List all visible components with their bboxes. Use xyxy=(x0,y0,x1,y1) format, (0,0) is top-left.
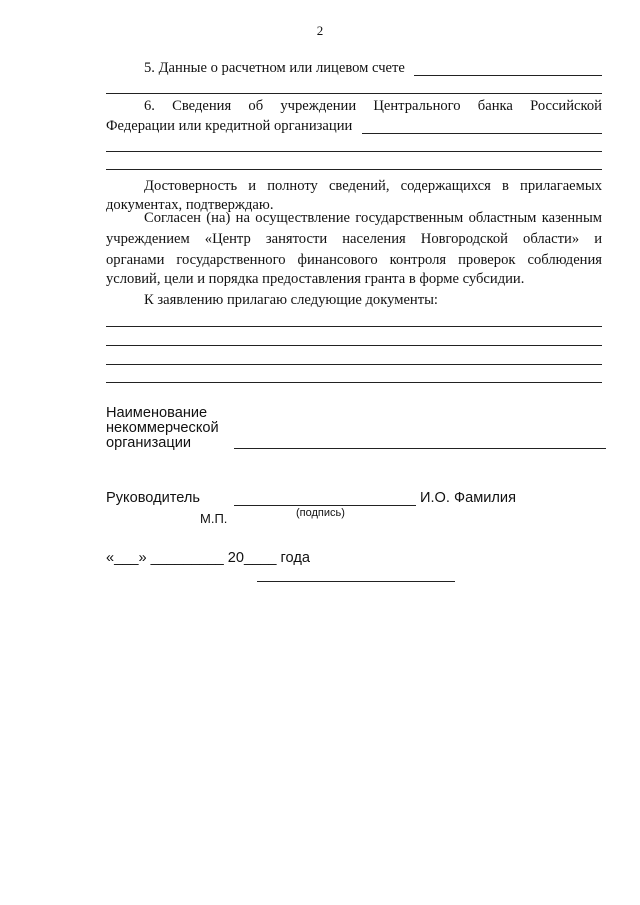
signature-field-line[interactable] xyxy=(234,505,416,506)
attachments-label: К заявлению прилагаю следующие документы: xyxy=(144,292,438,308)
confirm-line1: Достоверность и полноту сведений, содержащихся в прилагаемых xyxy=(144,178,602,194)
consent-line1: Согласен (на) на осуществление государственным областным казенным xyxy=(144,210,602,226)
org-label-line3: организации xyxy=(106,435,192,451)
stamp-label: М.П. xyxy=(200,511,228,526)
attachment-line-1[interactable] xyxy=(106,326,602,327)
account-field-line-2[interactable] xyxy=(106,93,602,94)
attachment-line-3[interactable] xyxy=(106,364,602,365)
date-suffix: года xyxy=(280,550,310,566)
name-placeholder: И.О. Фамилия xyxy=(420,490,516,506)
confirm-line2: документах, подтверждаю. xyxy=(106,197,274,213)
org-label-line1: Наименование xyxy=(106,405,208,421)
head-label: Руководитель xyxy=(106,490,201,506)
date-line xyxy=(106,550,310,566)
page-number: 2 xyxy=(316,23,324,38)
org-name-label xyxy=(106,406,219,451)
bank-field-line-3[interactable] xyxy=(106,169,602,170)
consent-line2: учреждением «Центр занятости населения Новгородской области» и xyxy=(106,231,602,247)
bank-field-line-2[interactable] xyxy=(106,151,602,152)
item6-line2: Федерации или кредитной организации xyxy=(106,118,353,134)
bank-field-line[interactable] xyxy=(362,133,602,134)
attachment-line-2[interactable] xyxy=(106,345,602,346)
org-label-line2: некоммерческой xyxy=(106,420,219,436)
attachment-line-4[interactable] xyxy=(106,382,602,383)
item5-label: 5. Данные о расчетном или лицевом счете xyxy=(144,60,405,76)
date-underline xyxy=(257,581,455,582)
account-field-line[interactable] xyxy=(414,75,602,76)
date-year-field[interactable]: 20____ xyxy=(227,550,277,566)
consent-line3: органами государственного финансового контроля проверок соблюдения xyxy=(106,252,602,268)
consent-line4: условий, цели и порядка предоставления гранта в форме субсидии. xyxy=(106,271,525,287)
signature-caption: (подпись) xyxy=(296,507,345,519)
org-name-field-line[interactable] xyxy=(234,448,606,449)
date-day-field[interactable]: «___» xyxy=(106,550,147,566)
date-month-field[interactable]: _________ xyxy=(150,550,224,566)
item6-line1: 6. Сведения об учреждении Центрального банка Российской xyxy=(144,98,602,114)
